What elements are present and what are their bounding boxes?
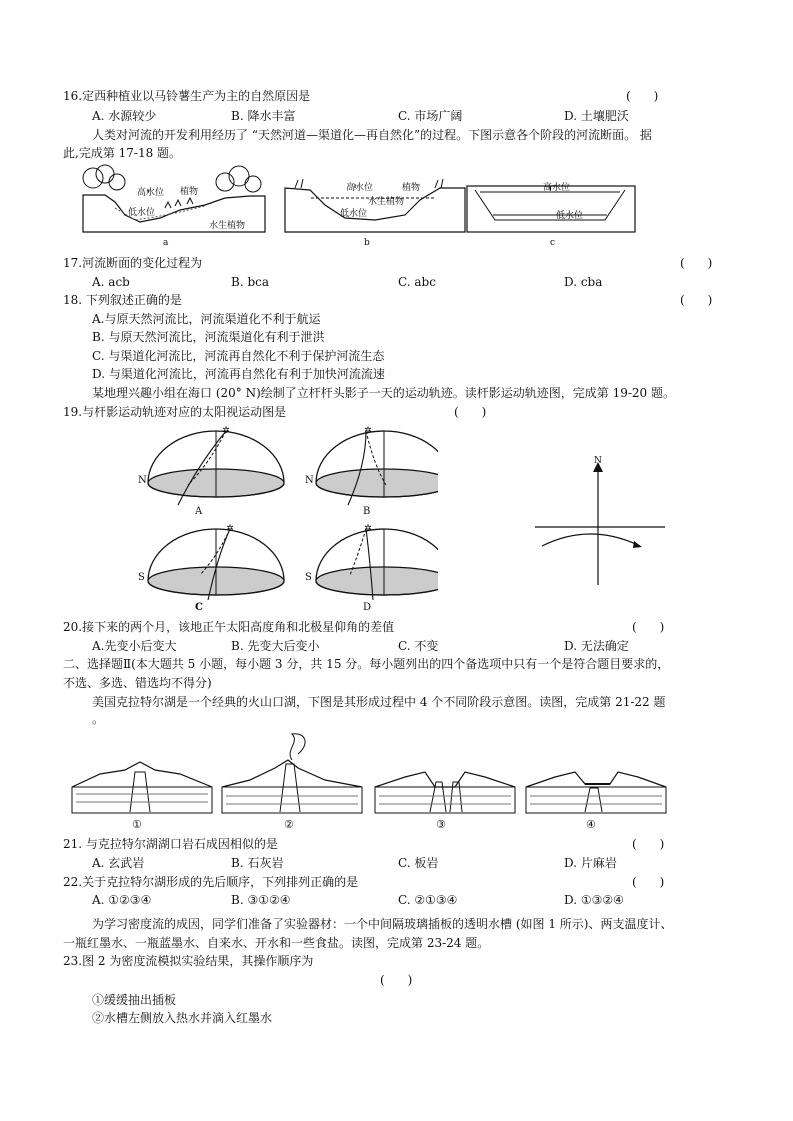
q18-option-b: B. 与原天然河流比，河流渠道化有利于泄洪: [92, 330, 325, 344]
river-b-caption: b: [364, 238, 370, 248]
q23-step-2: ②水槽左侧放入热水并滴入红墨水: [92, 1011, 273, 1025]
river-a-plant-label: 植物: [180, 187, 199, 197]
q22-stem: 22.关于克拉特尔湖形成的先后顺序，下列排列正确的是: [63, 875, 359, 889]
q16-answer-paren: ( ): [626, 89, 659, 103]
river-a-low-water-label: 低水位: [128, 208, 156, 218]
q21-stem: 21. 与克拉特尔湖湖口岩石成因相似的是: [63, 837, 278, 851]
q23-stem: 23.图 2 为密度流模拟实验结果，其操作顺序为: [63, 954, 314, 968]
q21-answer-paren: ( ): [632, 837, 665, 851]
q19-stem: 19.与杆影运动轨迹对应的太阳视运动图是: [63, 405, 287, 419]
q21-option-c: C. 板岩: [398, 856, 439, 870]
hemisphere-c-side: S: [138, 572, 145, 583]
q16-option-b: B. 降水丰富: [231, 109, 296, 123]
q20-stem: 20.接下来的两个月，该地正午太阳高度角和北极星仰角的差值: [63, 620, 395, 634]
hemisphere-d: [316, 524, 438, 600]
q23-step-1: ①缓缓抽出插板: [92, 993, 177, 1007]
volcano-stage-2: [222, 734, 362, 813]
q17-option-a: A. acb: [92, 275, 130, 289]
q22-option-a: A. ①②③④: [92, 893, 152, 907]
hemisphere-a: [148, 426, 284, 505]
svg-text:✲: ✲: [226, 524, 234, 534]
volcano-stage-4: [526, 772, 666, 813]
q18-option-d: D. 与渠道化河流比，河流再自然化有利于加快河流流速: [92, 367, 385, 381]
q20-option-c: C. 不变: [398, 639, 439, 653]
compass-north-label: N: [594, 456, 602, 466]
river-b-high-water-label: 高水位: [346, 183, 374, 193]
intro-21-line1: 美国克拉特尔湖是一个经典的火山口湖，下图是其形成过程中 4 个不同阶段示意图。读图，完成第 21-22 题: [92, 695, 666, 709]
q17-option-b: B. bca: [231, 275, 270, 289]
q21-option-a: A. 玄武岩: [92, 856, 145, 870]
q18-answer-paren: ( ): [680, 293, 713, 307]
q16-stem: 16.定西种植业以马铃薯生产为主的自然原因是: [63, 89, 311, 103]
river-c-high-water-label: 高水位: [543, 183, 571, 193]
sun-path-hemispheres: [138, 425, 438, 615]
volcano-stage-1-label: ①: [132, 818, 142, 831]
q20-option-d: D. 无法确定: [564, 639, 629, 653]
q16-option-c: C. 市场广阔: [398, 109, 463, 123]
river-b-plant-label: 植物: [402, 183, 421, 193]
hemisphere-a-label: A: [195, 506, 203, 517]
river-c-low-water-label: 低水位: [556, 211, 584, 221]
svg-text:✲: ✲: [364, 524, 372, 534]
volcano-stage-4-label: ④: [586, 818, 596, 831]
hemisphere-d-label: D: [363, 602, 372, 613]
volcano-stage-3-label: ③: [436, 818, 446, 831]
hemisphere-d-side: S: [305, 572, 312, 583]
q23-answer-paren: ( ): [380, 973, 413, 987]
q16-option-d: D. 土壤肥沃: [564, 109, 629, 123]
river-a-high-water-label: 高水位: [137, 188, 165, 198]
intro-23-line1: 为学习密度流的成因，同学们准备了实验器材：一个中间隔玻璃插板的透明水槽 (如图 1 所示)、两支温度计、: [92, 917, 673, 931]
hemisphere-c-label: C: [195, 602, 203, 613]
river-b-low-water-label: 低水位: [340, 209, 368, 219]
intro-17-line2: 此,完成第 17-18 题。: [63, 146, 182, 160]
river-a-caption: a: [163, 238, 169, 248]
intro-23-line2: 一瓶红墨水、一瓶蓝墨水、自来水、开水和一些食盐。读图，完成第 23-24 题。: [63, 936, 490, 950]
intro-19-line1: 某地理兴趣小组在海口 (20° N)绘制了立杆杆头影子一天的运动轨迹。读杆影运动轨迹图，完成第 19-20 题。: [92, 386, 675, 400]
hemisphere-b-side: N: [305, 475, 314, 486]
shadow-track-diagram: [530, 450, 670, 590]
volcano-stage-2-label: ②: [284, 818, 294, 831]
q17-stem: 17.河流断面的变化过程为: [63, 256, 203, 270]
volcano-stage-3: [375, 772, 515, 813]
q17-answer-paren: ( ): [680, 256, 713, 270]
river-c-caption: c: [550, 238, 556, 248]
q21-option-b: B. 石灰岩: [231, 856, 284, 870]
volcano-stages-figure: [70, 732, 670, 817]
hemisphere-c: [148, 524, 284, 600]
hemisphere-a-side: N: [138, 475, 147, 486]
q19-answer-paren: ( ): [454, 405, 487, 419]
section-2-line2: 不选、多选、错选均不得分): [63, 676, 212, 690]
section-2-line1: 二、选择题Ⅱ(本大题共 5 小题，每小题 3 分，共 15 分。每小题列出的四个备选项中只有一个是符合题目要求的，: [63, 657, 670, 671]
q21-option-d: D. 片麻岩: [564, 856, 617, 870]
q18-stem: 18. 下列叙述正确的是: [63, 293, 182, 307]
q22-option-d: D. ①③②④: [564, 893, 624, 907]
q20-option-a: A.先变小后变大: [92, 639, 177, 653]
river-a-aquatic-label: 水生植物: [209, 221, 246, 231]
q18-option-c: C. 与渠道化河流比，河流再自然化不利于保护河流生态: [92, 349, 385, 363]
q22-option-c: C. ②①③④: [398, 893, 458, 907]
q17-option-d: D. cba: [564, 275, 603, 289]
q20-answer-paren: ( ): [632, 620, 665, 634]
intro-21-line2: 。: [92, 712, 105, 726]
q22-option-b: B. ③①②④: [231, 893, 291, 907]
q16-option-a: A. 水源较少: [92, 109, 157, 123]
volcano-stage-1: [72, 762, 212, 813]
river-b-aquatic-label: 水生植物: [368, 197, 405, 207]
q20-option-b: B. 先变大后变小: [231, 639, 320, 653]
svg-text:✲: ✲: [222, 426, 230, 436]
q17-option-c: C. abc: [398, 275, 436, 289]
intro-17-line1: 人类对河流的开发利用经历了 “天然河道—渠道化—再自然化”的过程。下图示意各个阶段的河流断面。 据: [92, 128, 652, 142]
q18-option-a: A.与原天然河流比，河流渠道化不利于航运: [92, 312, 321, 326]
hemisphere-b-label: B: [363, 506, 371, 517]
svg-text:✲: ✲: [364, 426, 372, 436]
hemisphere-b: [316, 426, 438, 505]
q22-answer-paren: ( ): [632, 875, 665, 889]
